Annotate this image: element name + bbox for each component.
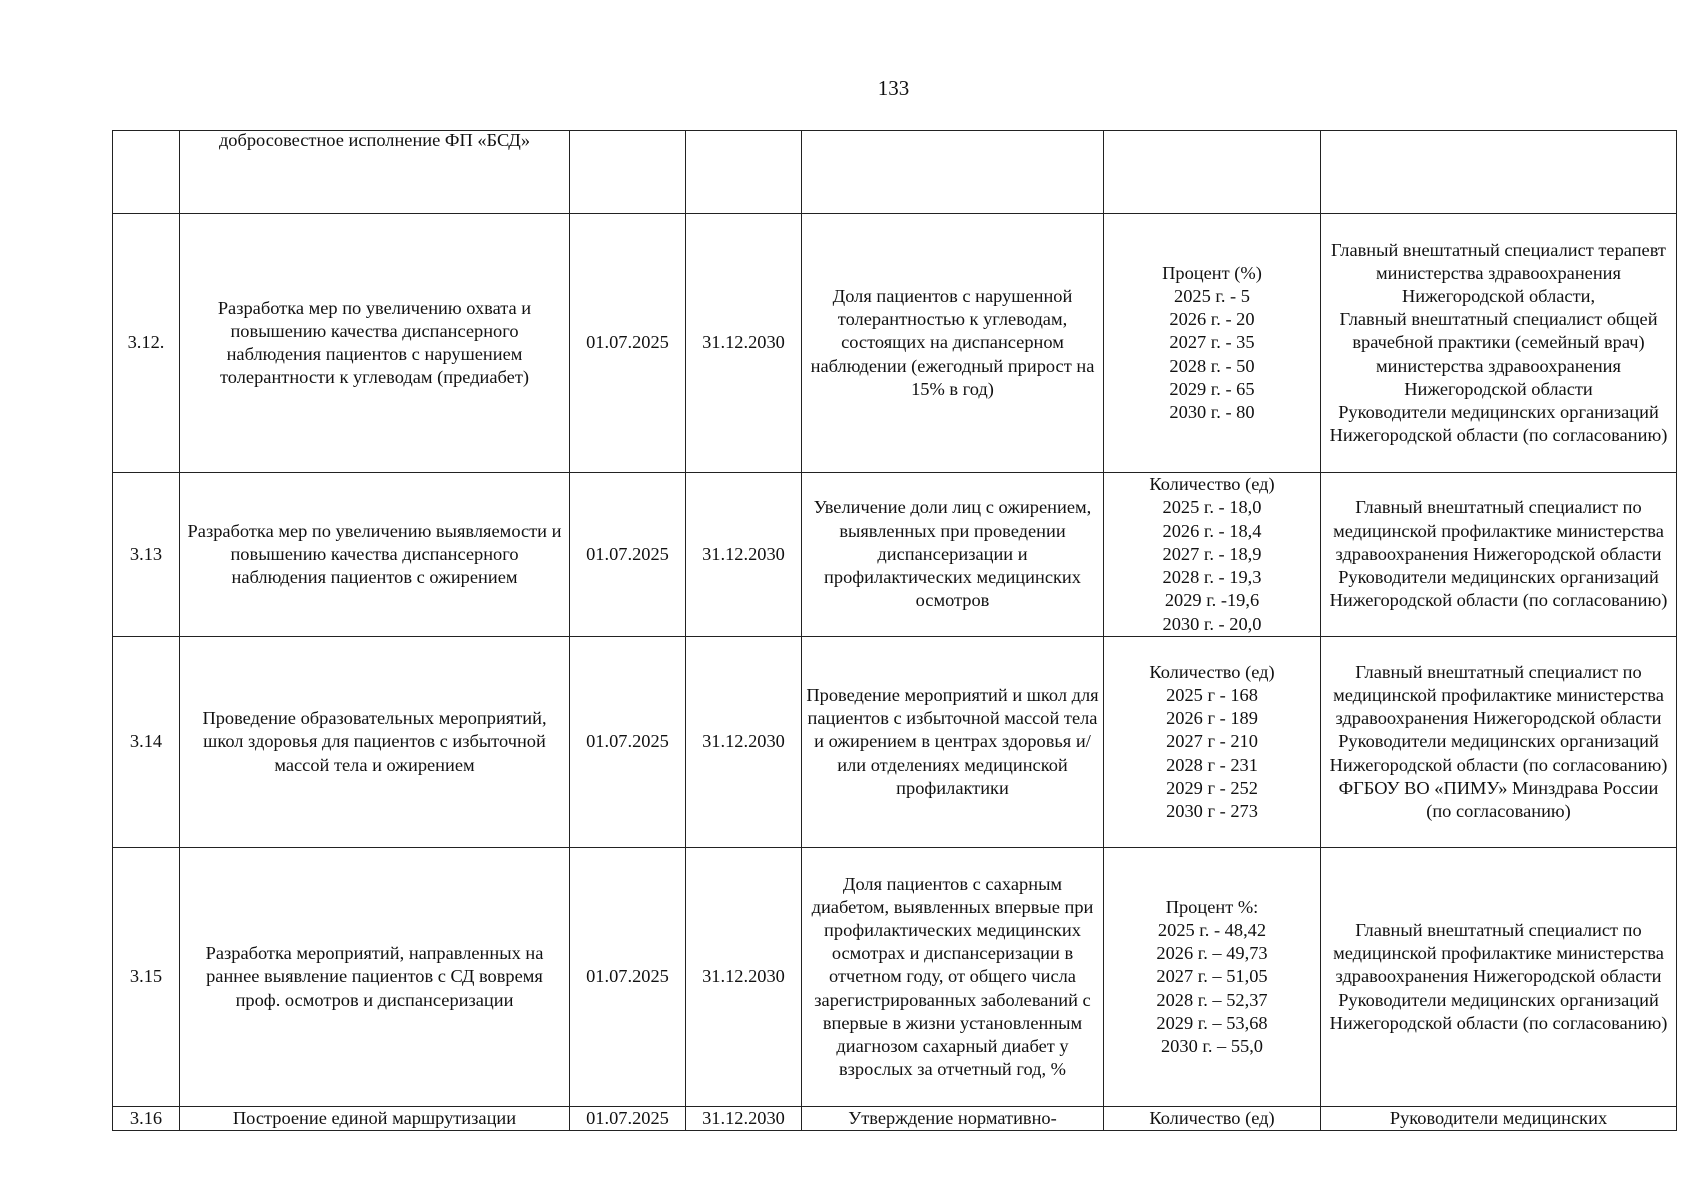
start-date-cell: 01.07.2025 — [570, 637, 686, 848]
indicator-cell: Доля пациентов с нарушенной толерантностью к углеводам, состоящих на диспансерном наблюдении (ежегодный прирост на 15% в год) — [802, 214, 1104, 473]
end-date-cell: 31.12.2030 — [686, 473, 802, 637]
target-values-cell: Количество (ед) — [1104, 1107, 1321, 1131]
responsible-cell — [1321, 131, 1677, 214]
responsible-cell: Руководители медицинских — [1321, 1107, 1677, 1131]
target-values-cell: Процент (%) 2025 г. - 5 2026 г. - 20 2027 г. - 35 2028 г. - 50 2029 г. - 65 2030 г. - 80 — [1104, 214, 1321, 473]
measure-cell: Построение единой маршрутизации — [180, 1107, 570, 1131]
row-number-cell: 3.15 — [113, 848, 180, 1107]
table-row — [113, 637, 1677, 848]
target-values-cell: Процент %: 2025 г. - 48,42 2026 г. – 49,73 2027 г. – 51,05 2028 г. – 52,37 2029 г. – 53,68 2030 г. – 55,0 — [1104, 848, 1321, 1107]
responsible-cell: Главный внештатный специалист по медицинской профилактике министерства здравоохранения Нижегородской области Руководители медицинских организаций Нижегородской области (по согласованию) — [1321, 848, 1677, 1107]
target-values-cell: Количество (ед) 2025 г. - 18,0 2026 г. - 18,4 2027 г. - 18,9 2028 г. - 19,3 2029 г. -19,6 2030 г. - 20,0 — [1104, 473, 1321, 637]
start-date-cell: 01.07.2025 — [570, 848, 686, 1107]
measure-cell: Разработка мероприятий, направленных на раннее выявление пациентов с СД вовремя проф. осмотров и диспансеризации — [180, 848, 570, 1107]
table-row — [113, 131, 1677, 214]
table-row — [113, 473, 1677, 637]
indicator-cell: Утверждение нормативно- — [802, 1107, 1104, 1131]
row-number-cell: 3.16 — [113, 1107, 180, 1131]
indicator-cell: Увеличение доли лиц с ожирением, выявленных при проведении диспансеризации и профилактических медицинских осмотров — [802, 473, 1104, 637]
start-date-cell — [570, 131, 686, 214]
table-row — [113, 848, 1677, 1107]
indicator-cell: Проведение мероприятий и школ для пациентов с избыточной массой тела и ожирением в центрах здоровья и/или отделениях медицинской профилактики — [802, 637, 1104, 848]
end-date-cell: 31.12.2030 — [686, 1107, 802, 1131]
indicator-cell — [802, 131, 1104, 214]
measure-cell: Разработка мер по увеличению выявляемости и повышению качества диспансерного наблюдения пациентов с ожирением — [180, 473, 570, 637]
start-date-cell: 01.07.2025 — [570, 1107, 686, 1131]
row-number-cell: 3.14 — [113, 637, 180, 848]
responsible-cell: Главный внештатный специалист по медицинской профилактике министерства здравоохранения Нижегородской области Руководители медицинских организаций Нижегородской области (по согласованию) — [1321, 473, 1677, 637]
end-date-cell: 31.12.2030 — [686, 214, 802, 473]
row-number-cell — [113, 131, 180, 214]
target-values-cell: Количество (ед) 2025 г - 168 2026 г - 189 2027 г - 210 2028 г - 231 2029 г - 252 2030 г - 273 — [1104, 637, 1321, 848]
end-date-cell — [686, 131, 802, 214]
measure-cell: Проведение образовательных мероприятий, школ здоровья для пациентов с избыточной массой тела и ожирением — [180, 637, 570, 848]
action-plan-table — [112, 130, 1677, 1131]
start-date-cell: 01.07.2025 — [570, 214, 686, 473]
indicator-cell: Доля пациентов с сахарным диабетом, выявленных впервые при профилактических медицинских осмотрах и диспансеризации в отчетном году, от общего числа зарегистрированных заболеваний с впервые в жизни установленным диагнозом сахарный диабет у взрослых за отчетный год, % — [802, 848, 1104, 1107]
responsible-cell: Главный внештатный специалист по медицинской профилактике министерства здравоохранения Нижегородской области Руководители медицинских организаций Нижегородской области (по согласованию) ФГБОУ ВО «ПИМУ» Минздрава России (по согласованию) — [1321, 637, 1677, 848]
target-values-cell — [1104, 131, 1321, 214]
row-number-cell: 3.12. — [113, 214, 180, 473]
responsible-cell: Главный внештатный специалист терапевт министерства здравоохранения Нижегородской области, Главный внештатный специалист общей врачебной практики (семейный врач) министерства здравоохранения Нижегородской области Руководители медицинских организаций Нижегородской области (по согласованию) — [1321, 214, 1677, 473]
start-date-cell: 01.07.2025 — [570, 473, 686, 637]
table-row — [113, 1107, 1677, 1131]
page-number: 133 — [877, 76, 910, 100]
row-number-cell: 3.13 — [113, 473, 180, 637]
end-date-cell: 31.12.2030 — [686, 637, 802, 848]
table-row — [113, 214, 1677, 473]
measure-cell: добросовестное исполнение ФП «БСД» — [180, 131, 570, 214]
measure-cell: Разработка мер по увеличению охвата и повышению качества диспансерного наблюдения пациентов с нарушением толерантности к углеводам (предиабет) — [180, 214, 570, 473]
end-date-cell: 31.12.2030 — [686, 848, 802, 1107]
